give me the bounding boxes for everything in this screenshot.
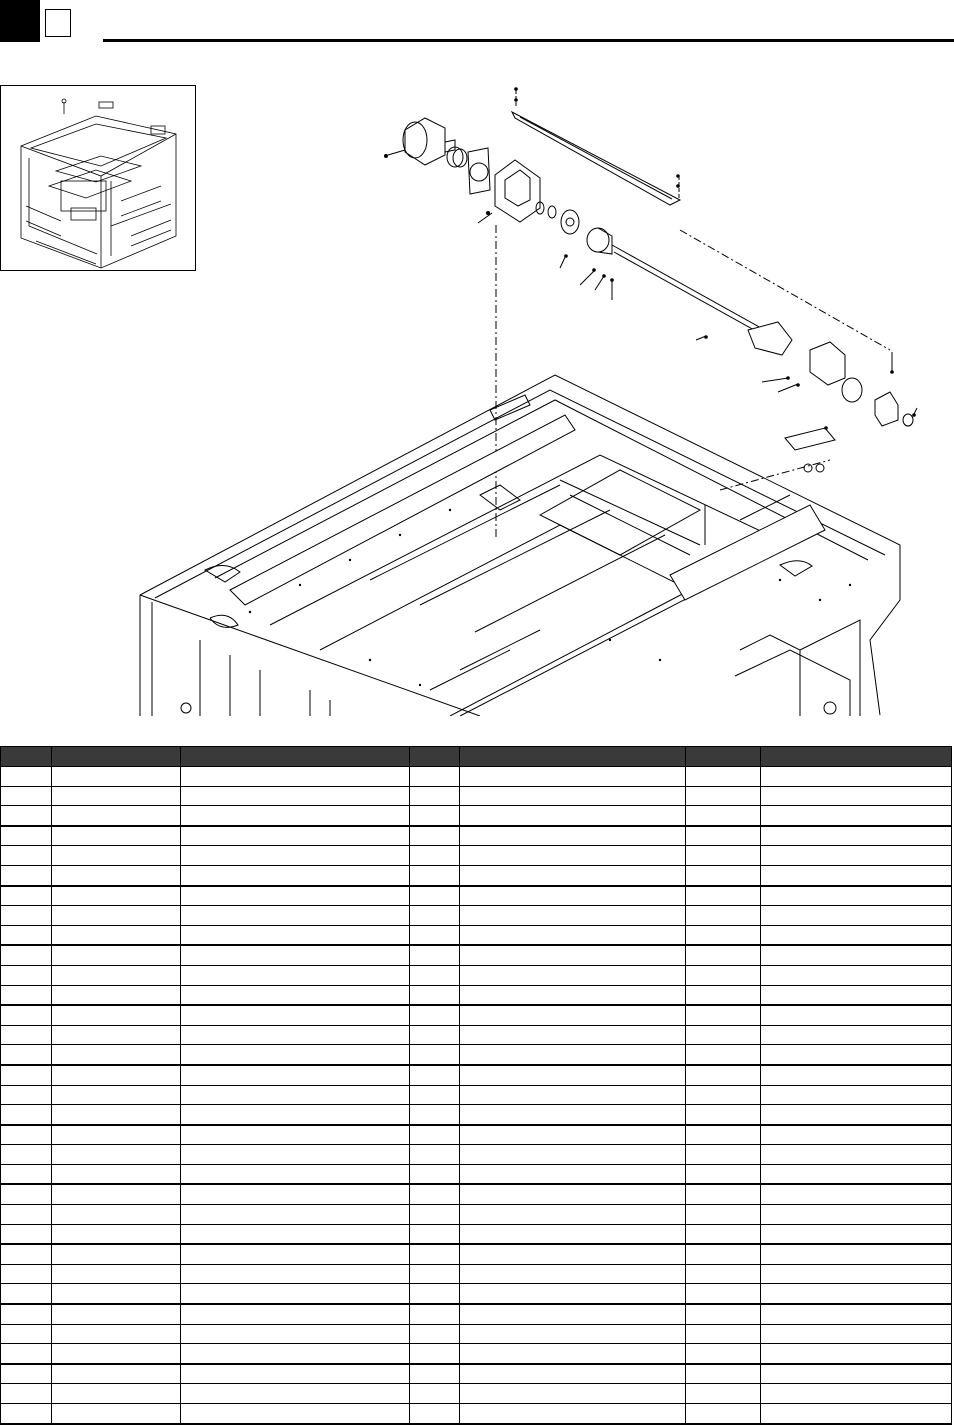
table-row <box>1 786 952 806</box>
table-cell <box>52 1125 181 1145</box>
table-cell <box>181 1264 410 1284</box>
table-cell <box>686 1304 761 1324</box>
table-cell <box>761 1065 952 1085</box>
table-cell <box>52 826 181 846</box>
table-cell <box>686 865 761 885</box>
table-cell <box>761 1025 952 1045</box>
table-cell <box>761 945 952 965</box>
table-cell <box>52 1304 181 1324</box>
sensor-bracket <box>785 428 835 472</box>
table-row <box>1 1304 952 1324</box>
table-cell <box>1 1205 52 1225</box>
col-header-part-number <box>52 747 181 767</box>
table-cell <box>460 806 686 826</box>
bearing-bracket <box>495 160 540 222</box>
table-cell <box>181 1224 410 1244</box>
table-cell <box>410 786 460 806</box>
table-cell <box>761 826 952 846</box>
table-cell <box>460 1125 686 1145</box>
table-cell <box>686 1324 761 1344</box>
col-header-specification <box>460 747 686 767</box>
table-cell <box>761 1164 952 1184</box>
table-row <box>1 1264 952 1284</box>
table-cell <box>52 846 181 866</box>
table-cell <box>460 1085 686 1105</box>
table-cell <box>1 1025 52 1045</box>
table-cell <box>1 1224 52 1244</box>
table-row <box>1 1344 952 1364</box>
table-cell <box>1 1264 52 1284</box>
table-cell <box>761 1005 952 1025</box>
table-cell <box>410 1085 460 1105</box>
end-nut <box>842 378 862 402</box>
table-cell <box>410 1264 460 1284</box>
table-row <box>1 1324 952 1344</box>
table-cell <box>181 865 410 885</box>
table-row <box>1 1404 952 1424</box>
table-cell <box>52 786 181 806</box>
table-cell <box>686 806 761 826</box>
table-row <box>1 1205 952 1225</box>
table-cell <box>52 1105 181 1125</box>
table-cell <box>181 1324 410 1344</box>
table-row <box>1 826 952 846</box>
table-cell <box>52 985 181 1005</box>
table-cell <box>460 1264 686 1284</box>
table-cell <box>52 1184 181 1204</box>
table-cell <box>410 1284 460 1304</box>
table-cell <box>410 1224 460 1244</box>
table-cell <box>1 886 52 906</box>
table-cell <box>460 1025 686 1045</box>
table-cell <box>460 1105 686 1125</box>
table-cell <box>1 906 52 926</box>
table-cell <box>52 1264 181 1284</box>
table-cell <box>410 1384 460 1404</box>
table-row <box>1 767 952 787</box>
table-cell <box>761 1304 952 1324</box>
table-cell <box>181 1164 410 1184</box>
table-cell <box>410 1244 460 1264</box>
table-cell <box>1 1244 52 1264</box>
table-cell <box>410 767 460 787</box>
table-cell <box>52 1364 181 1384</box>
table-cell <box>460 1065 686 1085</box>
col-header-description <box>181 747 410 767</box>
table-cell <box>761 925 952 945</box>
table-row <box>1 846 952 866</box>
table-cell <box>410 1344 460 1364</box>
table-cell <box>181 1205 410 1225</box>
table-cell <box>181 985 410 1005</box>
table-cell <box>410 806 460 826</box>
table-cell <box>761 806 952 826</box>
table-row <box>1 1065 952 1085</box>
table-cell <box>761 786 952 806</box>
table-cell <box>460 886 686 906</box>
table-cell <box>410 1145 460 1165</box>
table-cell <box>52 945 181 965</box>
table-cell <box>460 1205 686 1225</box>
table-cell <box>686 1065 761 1085</box>
table-cell <box>1 1284 52 1304</box>
table-cell <box>1 806 52 826</box>
table-row <box>1 925 952 945</box>
table-cell <box>181 806 410 826</box>
table-row <box>1 1184 952 1204</box>
table-cell <box>52 1005 181 1025</box>
table-cell <box>761 1085 952 1105</box>
nut-housing <box>561 210 579 234</box>
table-cell <box>761 985 952 1005</box>
table-cell <box>686 846 761 866</box>
table-cell <box>1 1304 52 1324</box>
table-cell <box>181 1025 410 1045</box>
table-row <box>1 1384 952 1404</box>
table-cell <box>1 1085 52 1105</box>
table-row <box>1 1284 952 1304</box>
table-cell <box>410 1065 460 1085</box>
table-cell <box>1 1045 52 1065</box>
table-cell <box>1 1404 52 1424</box>
table-cell <box>1 767 52 787</box>
table-cell <box>1 1065 52 1085</box>
table-cell <box>1 1344 52 1364</box>
table-cell <box>1 846 52 866</box>
table-cell <box>410 1184 460 1204</box>
table-cell <box>761 1344 952 1364</box>
table-cell <box>181 1364 410 1384</box>
parts-list-table <box>0 746 952 1425</box>
table-cell <box>686 786 761 806</box>
table-row <box>1 985 952 1005</box>
table-cell <box>181 1045 410 1065</box>
table-cell <box>460 1324 686 1344</box>
table-cell <box>181 1145 410 1165</box>
table-row <box>1 1244 952 1264</box>
table-row <box>1 1105 952 1125</box>
table-cell <box>52 1284 181 1304</box>
table-cell <box>1 925 52 945</box>
table-cell <box>761 1045 952 1065</box>
table-cell <box>761 767 952 787</box>
end-bracket <box>875 392 913 426</box>
table-cell <box>761 906 952 926</box>
table-cell <box>686 1344 761 1364</box>
table-cell <box>52 1145 181 1165</box>
table-cell <box>460 1164 686 1184</box>
table-cell <box>460 1304 686 1324</box>
table-cell <box>181 1344 410 1364</box>
table-cell <box>761 1184 952 1204</box>
table-cell <box>761 1205 952 1225</box>
table-row <box>1 1085 952 1105</box>
table-cell <box>52 1244 181 1264</box>
table-cell <box>181 786 410 806</box>
table-cell <box>1 1364 52 1384</box>
table-cell <box>52 906 181 926</box>
header-rule <box>103 39 954 42</box>
table-cell <box>686 945 761 965</box>
table-cell <box>686 1045 761 1065</box>
table-cell <box>686 906 761 926</box>
table-cell <box>460 945 686 965</box>
table-cell <box>1 1105 52 1125</box>
table-cell <box>460 1145 686 1165</box>
table-row <box>1 886 952 906</box>
table-cell <box>1 1125 52 1145</box>
table-cell <box>761 1384 952 1404</box>
table-cell <box>686 1224 761 1244</box>
table-cell <box>52 925 181 945</box>
table-cell <box>686 1404 761 1424</box>
table-header-row <box>1 747 952 767</box>
table-cell <box>1 1184 52 1204</box>
table-cell <box>410 826 460 846</box>
table-cell <box>761 1145 952 1165</box>
table-cell <box>686 1164 761 1184</box>
table-cell <box>410 846 460 866</box>
table-cell <box>686 1085 761 1105</box>
table-cell <box>181 1404 410 1424</box>
table-cell <box>52 1384 181 1404</box>
section-number-box <box>45 9 71 37</box>
table-cell <box>181 1384 410 1404</box>
table-cell <box>410 945 460 965</box>
table-cell <box>761 1364 952 1384</box>
table-cell <box>181 906 410 926</box>
table-cell <box>686 1125 761 1145</box>
table-cell <box>1 965 52 985</box>
col-header-no <box>1 747 52 767</box>
table-cell <box>1 865 52 885</box>
table-cell <box>410 1005 460 1025</box>
table-cell <box>52 1025 181 1045</box>
col-header-code <box>686 747 761 767</box>
table-cell <box>181 1244 410 1264</box>
table-cell <box>761 1324 952 1344</box>
table-cell <box>1 1384 52 1404</box>
table-cell <box>181 886 410 906</box>
table-row <box>1 945 952 965</box>
table-row <box>1 965 952 985</box>
table-cell <box>761 1404 952 1424</box>
table-cell <box>181 1105 410 1125</box>
table-cell <box>410 1364 460 1384</box>
table-cell <box>410 925 460 945</box>
table-row <box>1 1224 952 1244</box>
table-cell <box>52 1404 181 1424</box>
table-cell <box>761 1224 952 1244</box>
table-cell <box>460 1224 686 1244</box>
table-cell <box>410 1164 460 1184</box>
table-cell <box>181 1125 410 1145</box>
table-cell <box>686 1025 761 1045</box>
table-cell <box>460 826 686 846</box>
table-cell <box>686 1364 761 1384</box>
table-cell <box>410 1324 460 1344</box>
table-cell <box>181 846 410 866</box>
table-cell <box>686 767 761 787</box>
table-cell <box>460 767 686 787</box>
table-cell <box>52 1085 181 1105</box>
exploded-assembly-diagram <box>130 82 954 716</box>
table-cell <box>410 1025 460 1045</box>
table-cell <box>761 1284 952 1304</box>
col-header-remarks <box>761 747 952 767</box>
table-cell <box>1 985 52 1005</box>
table-cell <box>1 945 52 965</box>
table-row <box>1 1125 952 1145</box>
table-cell <box>181 1284 410 1304</box>
machine-base-frame <box>140 375 900 716</box>
table-cell <box>52 767 181 787</box>
table-cell <box>181 1304 410 1324</box>
table-cell <box>410 906 460 926</box>
table-cell <box>1 786 52 806</box>
table-cell <box>52 1224 181 1244</box>
table-cell <box>410 1404 460 1424</box>
table-cell <box>52 1344 181 1364</box>
table-cell <box>410 1045 460 1065</box>
table-cell <box>410 1105 460 1125</box>
table-cell <box>410 965 460 985</box>
table-row <box>1 1005 952 1025</box>
table-row <box>1 806 952 826</box>
table-cell <box>1 1164 52 1184</box>
col-header-qty <box>410 747 460 767</box>
table-cell <box>460 1184 686 1204</box>
table-cell <box>686 1184 761 1204</box>
table-cell <box>761 886 952 906</box>
table-cell <box>761 865 952 885</box>
table-cell <box>686 1384 761 1404</box>
table-cell <box>686 1145 761 1165</box>
table-cell <box>1 1324 52 1344</box>
table-cell <box>761 965 952 985</box>
table-cell <box>52 806 181 826</box>
section-marker-block <box>0 0 40 42</box>
table-cell <box>181 965 410 985</box>
ball-screw-shaft <box>612 245 792 355</box>
table-row <box>1 1025 952 1045</box>
table-cell <box>686 1205 761 1225</box>
table-cell <box>410 1125 460 1145</box>
table-cell <box>761 1105 952 1125</box>
table-cell <box>460 965 686 985</box>
table-cell <box>181 767 410 787</box>
table-cell <box>460 925 686 945</box>
table-row <box>1 906 952 926</box>
table-cell <box>686 985 761 1005</box>
table-cell <box>52 886 181 906</box>
table-cell <box>52 1164 181 1184</box>
table-cell <box>686 886 761 906</box>
table-cell <box>410 985 460 1005</box>
table-cell <box>1 1145 52 1165</box>
table-row <box>1 1045 952 1065</box>
table-cell <box>410 865 460 885</box>
table-cell <box>460 1404 686 1424</box>
support-block-end <box>810 342 845 385</box>
table-cell <box>52 1324 181 1344</box>
table-cell <box>52 965 181 985</box>
table-cell <box>460 786 686 806</box>
table-cell <box>460 1244 686 1264</box>
table-cell <box>686 1105 761 1125</box>
table-cell <box>52 1205 181 1225</box>
table-cell <box>52 1045 181 1065</box>
table-cell <box>460 1005 686 1025</box>
table-cell <box>181 826 410 846</box>
table-cell <box>761 1125 952 1145</box>
table-cell <box>686 1244 761 1264</box>
table-row <box>1 865 952 885</box>
table-cell <box>1 826 52 846</box>
table-cell <box>686 1284 761 1304</box>
table-cell <box>410 1304 460 1324</box>
table-cell <box>460 1284 686 1304</box>
table-cell <box>460 865 686 885</box>
table-row <box>1 1145 952 1165</box>
table-cell <box>1 1005 52 1025</box>
table-cell <box>181 1065 410 1085</box>
table-cell <box>181 1085 410 1105</box>
coupling <box>447 147 467 167</box>
table-cell <box>460 1364 686 1384</box>
table-cell <box>686 925 761 945</box>
table-cell <box>460 906 686 926</box>
table-cell <box>52 865 181 885</box>
table-cell <box>460 1384 686 1404</box>
table-cell <box>460 1045 686 1065</box>
ball-nut <box>587 228 612 254</box>
table-cell <box>181 1005 410 1025</box>
table-row <box>1 1164 952 1184</box>
table-cell <box>686 826 761 846</box>
table-cell <box>460 985 686 1005</box>
table-cell <box>410 886 460 906</box>
motor-flange <box>468 148 490 194</box>
table-cell <box>686 965 761 985</box>
parts-table-body <box>1 767 952 1424</box>
table-cell <box>181 1184 410 1204</box>
table-cell <box>460 846 686 866</box>
table-cell <box>181 925 410 945</box>
table-cell <box>460 1344 686 1364</box>
table-cell <box>686 1005 761 1025</box>
table-cell <box>181 945 410 965</box>
table-cell <box>761 846 952 866</box>
table-cell <box>686 1264 761 1284</box>
table-cell <box>761 1244 952 1264</box>
table-row <box>1 1364 952 1384</box>
table-cell <box>410 1205 460 1225</box>
table-cell <box>52 1065 181 1085</box>
table-cell <box>761 1264 952 1284</box>
